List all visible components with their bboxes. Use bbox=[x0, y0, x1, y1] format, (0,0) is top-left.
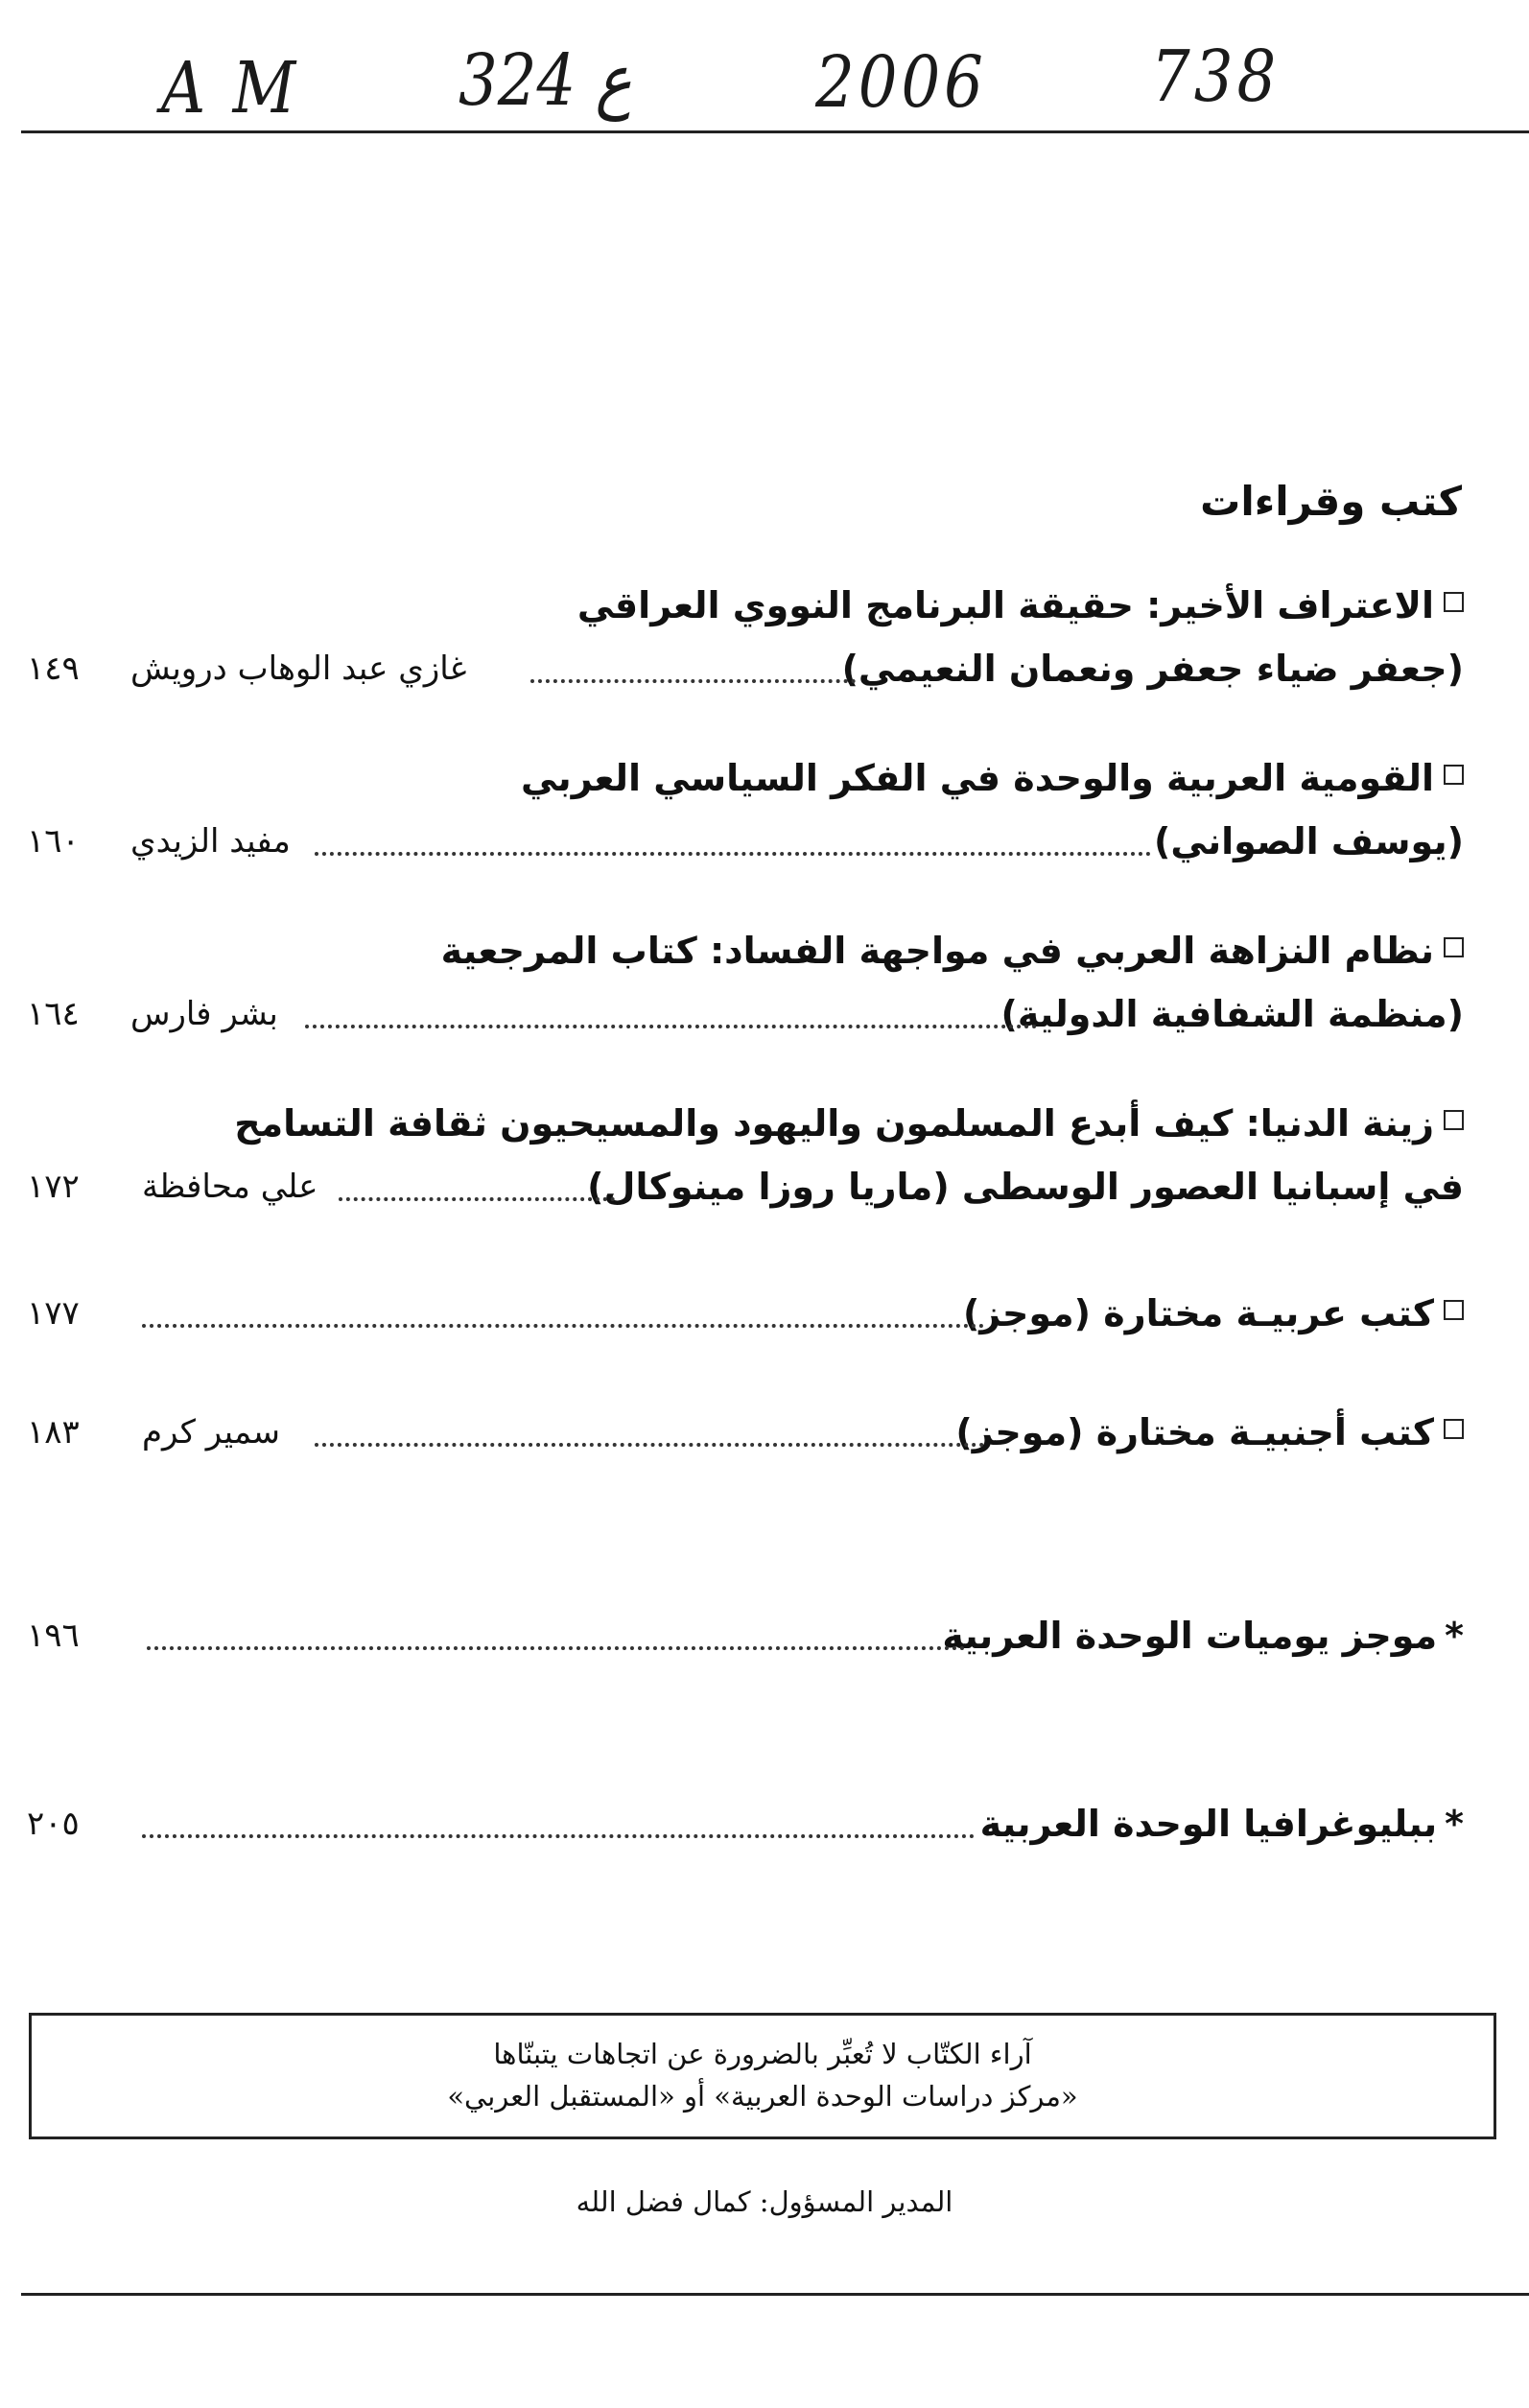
entry-author: سمير كرم bbox=[142, 1413, 280, 1452]
manager-credit: المدير المسؤول: كمال فضل الله bbox=[576, 2185, 953, 2218]
disclaimer-box bbox=[29, 2013, 1496, 2139]
handwritten-issue: 324 ع bbox=[459, 40, 632, 123]
checkbox-icon bbox=[1444, 592, 1464, 612]
toc-entry bbox=[27, 919, 1464, 1046]
handwritten-code: A M bbox=[161, 48, 300, 130]
asterisk-icon: * bbox=[1445, 1803, 1464, 1845]
toc-entry bbox=[27, 746, 1464, 873]
entry-title-line2: في إسبانيا العصور الوسطى (ماريا روزا مينوكال) bbox=[587, 1166, 1464, 1208]
entry-page-number: ١٦٤ bbox=[27, 995, 80, 1033]
dot-leader bbox=[315, 810, 1151, 873]
handwritten-annotation bbox=[0, 36, 1529, 136]
bottom-divider bbox=[21, 2293, 1529, 2296]
section-heading: كتب وقراءات bbox=[1200, 478, 1462, 525]
toc-entry bbox=[27, 1604, 1464, 1667]
toc-entry bbox=[27, 1401, 1464, 1464]
dot-leader bbox=[305, 982, 1037, 1046]
entry-page-number: ١٦٠ bbox=[27, 822, 80, 861]
dot-leader bbox=[530, 637, 856, 700]
entry-title-line1: الاعتراف الأخير: حقيقة البرنامج النووي العراقي bbox=[577, 574, 1464, 637]
toc-entry bbox=[27, 574, 1464, 700]
toc-entry bbox=[27, 1092, 1464, 1218]
dot-leader bbox=[142, 1792, 975, 1855]
entry-author: مفيد الزيدي bbox=[130, 822, 291, 861]
toc-entry bbox=[27, 1792, 1464, 1855]
asterisk-icon: * bbox=[1445, 1615, 1464, 1657]
entry-title-line1: القومية العربية والوحدة في الفكر السياسي العربي bbox=[521, 746, 1464, 810]
entry-title-line1: *موجز يوميات الوحدة العربية bbox=[942, 1615, 1464, 1657]
entry-page-number: ١٨٣ bbox=[27, 1413, 80, 1452]
toc-entry bbox=[27, 1282, 1464, 1345]
entry-title-line1: نظام النزاهة العربي في مواجهة الفساد: كتاب المرجعية bbox=[441, 919, 1464, 982]
entry-page-number: ١٧٢ bbox=[27, 1168, 80, 1206]
entry-title-line2: (منظمة الشفافية الدولية) bbox=[1000, 993, 1464, 1035]
dot-leader bbox=[142, 1282, 984, 1345]
dot-leader bbox=[147, 1604, 965, 1667]
entry-author: بشر فارس bbox=[130, 995, 278, 1033]
entry-title-line1: كتب أجنبيـة مختارة (موجز) bbox=[955, 1401, 1464, 1464]
entry-page-number: ١٩٦ bbox=[27, 1617, 80, 1655]
entry-page-number: ٢٠٥ bbox=[27, 1805, 80, 1843]
entry-author: علي محافظة bbox=[142, 1168, 318, 1206]
checkbox-icon bbox=[1444, 1110, 1464, 1130]
entry-title-line1: زينة الدنيا: كيف أبدع المسلمون واليهود والمسيحيون ثقافة التسامح bbox=[234, 1092, 1464, 1155]
checkbox-icon bbox=[1444, 937, 1464, 957]
entry-title-line2: (يوسف الصواني) bbox=[1154, 820, 1464, 862]
entry-title-line2: (جعفر ضياء جعفر ونعمان النعيمي) bbox=[841, 648, 1464, 690]
checkbox-icon bbox=[1444, 765, 1464, 785]
disclaimer-line2: «مركز دراسات الوحدة العربية» أو «المستقبل العربي» bbox=[447, 2080, 1078, 2113]
checkbox-icon bbox=[1444, 1419, 1464, 1439]
handwritten-year: 2006 bbox=[815, 42, 987, 125]
entry-page-number: ١٧٧ bbox=[27, 1294, 80, 1333]
top-divider bbox=[21, 130, 1529, 133]
entry-page-number: ١٤٩ bbox=[27, 649, 80, 688]
dot-leader bbox=[315, 1401, 984, 1464]
dot-leader bbox=[339, 1155, 615, 1218]
entry-title-line1: كتب عربيـة مختارة (موجز) bbox=[963, 1282, 1464, 1345]
entry-title-line1: *ببليوغرافيا الوحدة العربية bbox=[979, 1803, 1464, 1845]
disclaimer-line1: آراء الكتّاب لا تُعبِّر بالضرورة عن اتجاهات يتبنّاها bbox=[493, 2038, 1032, 2070]
checkbox-icon bbox=[1444, 1300, 1464, 1320]
entry-author: غازي عبد الوهاب درويش bbox=[130, 649, 467, 688]
handwritten-number: 738 bbox=[1151, 36, 1281, 119]
